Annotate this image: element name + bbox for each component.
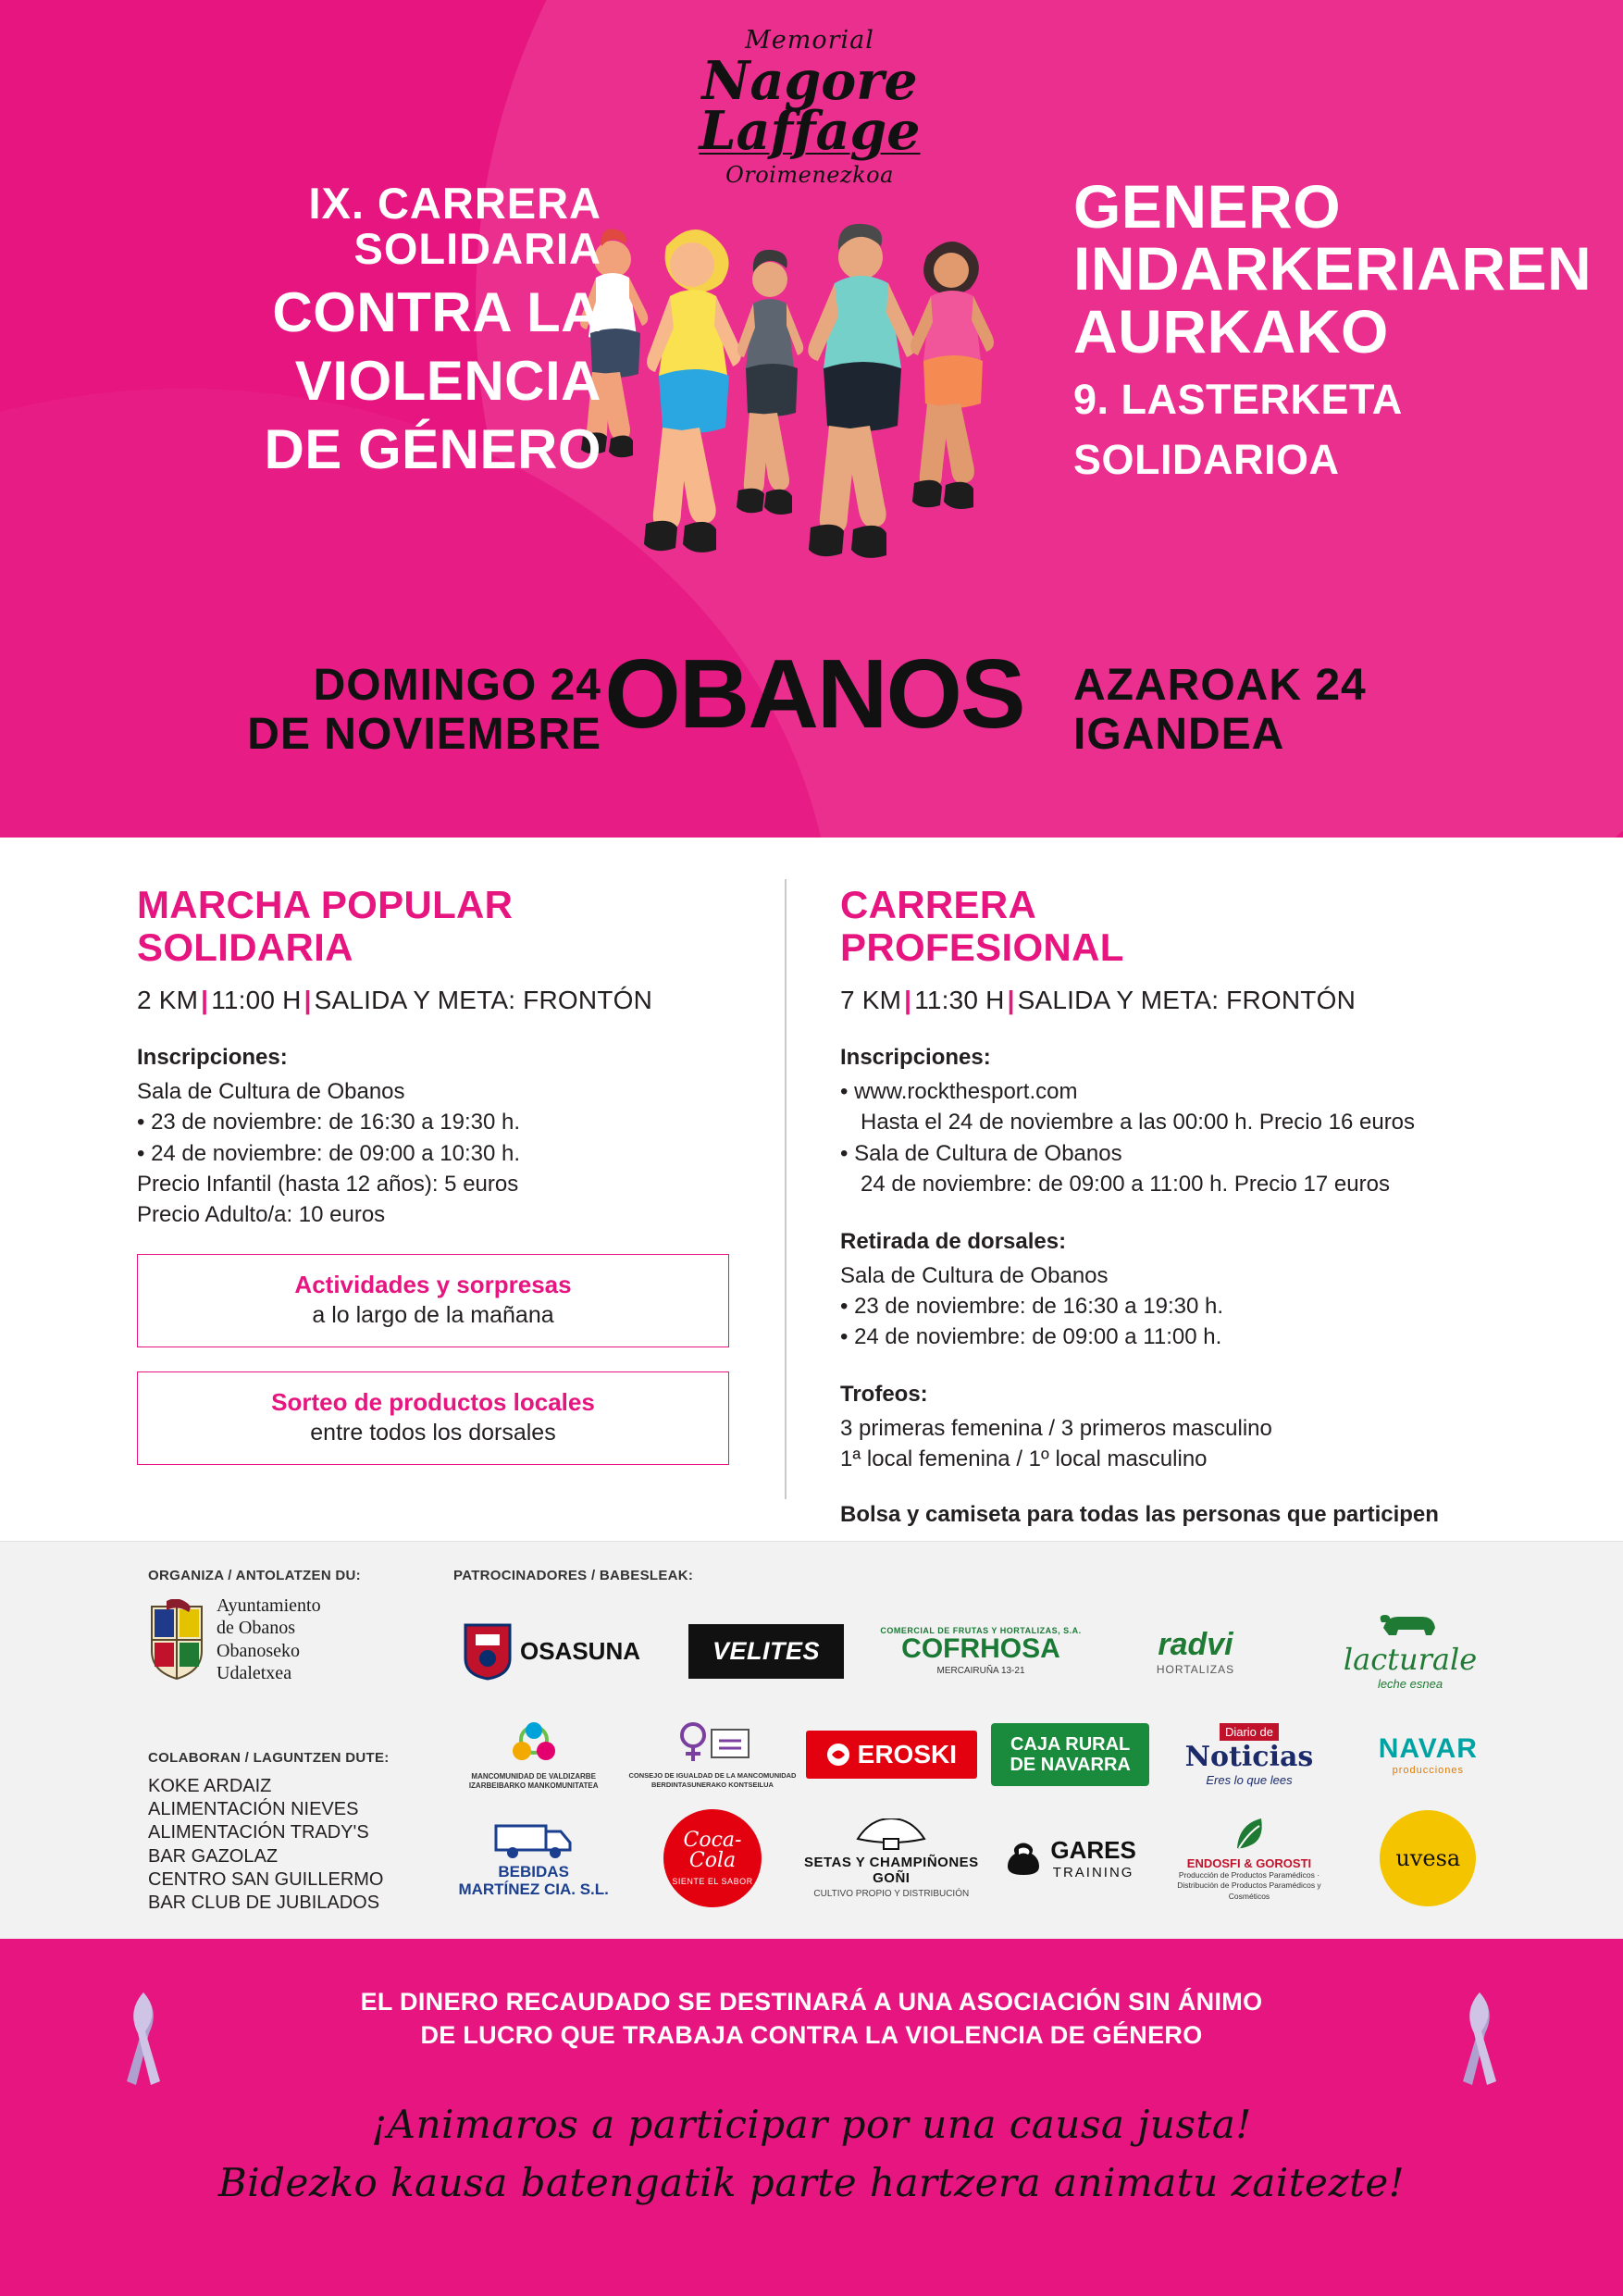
memorial-line-3: Laffage [699,100,921,163]
endosfi-label: ENDOSFI & GOROSTI [1186,1856,1312,1871]
footer-message-line-1: EL DINERO RECAUDADO SE DESTINARÁ A UNA ASOCIACIÓN SIN ÁNIMO [360,1988,1263,2016]
awareness-ribbon-icon-left [111,1987,176,2089]
marcha-summary [137,986,738,1015]
marcha-inscripciones [137,1045,738,1230]
marcha-inscripciones-line-3: Precio Infantil (hasta 12 años): 5 euros [137,1171,519,1197]
ayuntamiento-logo [148,1595,426,1685]
date-es-line-2: DE NOVIEMBRE [247,709,601,759]
setas-sub: CULTIVO PROPIO Y DISTRIBUCIÓN [813,1888,970,1899]
ayto-line-2: Obanoseko [217,1640,300,1661]
cow-icon [1378,1611,1443,1637]
carrera-inscripciones-line-2: • Sala de Cultura de Obanos [840,1140,1122,1166]
colaboran-label: COLABORAN / LAGUNTZEN DUTE: [148,1750,390,1766]
sponsor-logo-grid [444,1599,1518,1910]
cocacola-sub: SIENTE EL SABOR [672,1877,753,1886]
carrera-inscripciones-line-1: Hasta el 24 de noviembre a las 00:00 h. Precio 16 euros [861,1110,1416,1136]
title-es-line-5: DE GÉNERO [264,417,601,480]
kettlebell-icon [1004,1842,1043,1875]
carrera-trofeos-line-1: 1ª local femenina / 1º local masculino [840,1446,1208,1472]
patrocinadores-label: PATROCINADORES / BABESLEAK: [453,1568,694,1583]
mushroom-icon [852,1818,930,1850]
colaborador-5: BAR CLUB DE JUBILADOS [148,1892,380,1913]
organiza-label: ORGANIZA / ANTOLATZEN DU: [148,1568,361,1583]
organiza-block [148,1568,426,1685]
obanos-coat-of-arms-icon [148,1599,205,1681]
carrera-start: SALIDA Y META: FRONTÓN [1017,986,1357,1015]
logo-gares-training [981,1808,1159,1908]
leaf-icon [1233,1815,1265,1852]
carrera-dorsales-line-0: Sala de Cultura de Obanos [840,1262,1109,1288]
title-es-line-3: CONTRA LA [272,280,601,343]
marcha-title-line-1: MARCHA POPULAR [137,883,514,926]
date-eu-line-1: AZAROAK 24 [1073,661,1367,710]
carrera-profesional-section [840,884,1488,1528]
date-basque [1073,662,1573,760]
gares-sub: TRAINING [1052,1865,1134,1880]
carrera-dorsales [840,1229,1488,1352]
endosfi-sub: Producción de Productos Paramédicos · Distribución de Productos Paramédicos y Cosméticos [1177,1870,1321,1901]
marcha-title [137,884,738,969]
eroski-mark-icon [826,1743,850,1767]
actividades-subtitle: a lo largo de la mañana [312,1302,554,1329]
carrera-dorsales-line-1: • 23 de noviembre: de 16:30 a 19:30 h. [840,1293,1224,1319]
poster-header [0,0,1623,838]
cocacola-label: Coca-Cola [683,1829,742,1872]
logo-valdizarbe [444,1705,623,1805]
title-eu-line-2: INDARKERIAREN [1073,234,1592,304]
consejo-line-1: CONSEJO DE IGUALDAD DE LA MANCOMUNIDAD [628,1771,797,1781]
navar-sub: producciones [1392,1765,1465,1776]
logo-setas-goni [802,1808,981,1908]
runners-illustration [555,213,1073,648]
cofrhosa-top: COMERCIAL DE FRUTAS Y HORTALIZAS, S.A. [880,1626,1082,1635]
sponsors-section [0,1541,1623,1939]
main-info [0,838,1623,1541]
radvi-label: radvi [1158,1626,1233,1662]
carrera-inscripciones [840,1045,1488,1198]
actividades-box [137,1254,729,1347]
colaborador-1: ALIMENTACIÓN NIEVES [148,1799,359,1820]
patrocinadores-block [453,1568,824,1583]
carrera-title [840,884,1488,969]
logo-coca-cola [623,1808,801,1908]
delivery-truck-icon [492,1818,576,1859]
marcha-start: SALIDA Y META: FRONTÓN [314,986,653,1015]
footer-cta-spanish: ¡Animaros a participar por una causa justa! [371,2101,1252,2147]
carrera-inscripciones-label: Inscripciones: [840,1045,991,1071]
colaborador-2: ALIMENTACIÓN TRADY'S [148,1822,369,1843]
valdizarbe-icon [502,1719,566,1768]
colaborador-0: KOKE ARDAIZ [148,1776,272,1796]
column-divider [785,879,787,1499]
carrera-distance: 7 KM [840,986,902,1015]
memorial-line-4: Oroimenezkoa [725,162,894,189]
carrera-inscripciones-line-0: • www.rockthesport.com [840,1079,1078,1105]
equality-icon [671,1720,754,1767]
marcha-inscripciones-label: Inscripciones: [137,1045,288,1071]
sep-4: | [1007,986,1015,1015]
logo-endosfi-gorosti [1159,1808,1338,1908]
logo-lacturale [1303,1601,1518,1701]
sponsor-row-3 [444,1806,1518,1910]
carrera-trofeos-line-0: 3 primeras femenina / 3 primeros masculino [840,1416,1272,1442]
logo-diario-noticias [1159,1705,1338,1805]
osasuna-crest-icon [463,1621,513,1681]
marcha-distance: 2 KM [137,986,199,1015]
memorial-logo [680,26,939,188]
colaboran-list [148,1775,426,1915]
date-eu-line-2: IGANDEA [1073,709,1285,759]
setas-label: SETAS Y CHAMPIÑONES GOÑI [803,1854,979,1886]
gares-label: GARES [1050,1836,1136,1864]
marcha-popular-section [137,884,738,1465]
carrera-summary [840,986,1488,1015]
marcha-inscripciones-line-0: Sala de Cultura de Obanos [137,1079,405,1105]
carrera-title-line-1: CARRERA [840,883,1037,926]
bebidas-line-1: BEBIDAS [498,1862,569,1880]
lacturale-sub: leche esnea [1377,1677,1443,1691]
cajarural-line-2: DE NAVARRA [1010,1755,1131,1775]
noticias-label: Noticias [1184,1740,1314,1773]
sep-3: | [904,986,912,1015]
logo-uvesa [1339,1808,1518,1908]
sorteo-title: Sorteo de productos locales [271,1388,595,1417]
radvi-sub: HORTALIZAS [1156,1662,1235,1676]
logo-eroski [802,1705,981,1805]
carrera-title-line-2: PROFESIONAL [840,925,1124,970]
logo-radvi [1088,1601,1303,1701]
logo-velites [659,1601,873,1701]
memorial-line-1: Memorial [745,26,874,55]
title-eu-line-5: SOLIDARIOA [1073,435,1340,483]
lacturale-label: lacturale [1343,1642,1478,1677]
colaborador-4: CENTRO SAN GUILLERMO [148,1868,384,1890]
place-name: OBANOS [604,639,1024,749]
ayuntamiento-text [217,1595,321,1685]
uvesa-label: uvesa [1380,1810,1476,1906]
valdizarbe-line-1: MANCOMUNIDAD DE VALDIZARBE [471,1771,596,1781]
osasuna-label: OSASUNA [519,1636,640,1665]
noticias-top: Diario de [1220,1723,1279,1741]
title-es-line-2: SOLIDARIA [353,224,601,274]
date-es-line-1: DOMINGO 24 [313,661,601,710]
carrera-dorsales-label: Retirada de dorsales: [840,1228,1067,1254]
sponsor-row-1 [444,1599,1518,1703]
logo-cofrhosa [873,1601,1088,1701]
sep-1: | [201,986,209,1015]
title-es-line-4: VIOLENCIA [294,349,601,412]
ayto-line-0: Ayuntamiento [217,1595,321,1616]
logo-osasuna [444,1601,659,1701]
footer-message-line-2: DE LUCRO QUE TRABAJA CONTRA LA VIOLENCIA DE GÉNERO [420,2021,1203,2050]
consejo-line-2: BERDINTASUNERAKO KONTSEILUA [651,1780,774,1789]
title-spanish [102,180,601,478]
noticias-sub: Eres lo que lees [1206,1772,1293,1787]
sep-2: | [304,986,312,1015]
colaboran-block [148,1750,426,1915]
valdizarbe-line-2: IZARBEIBARKO MANKOMUNITATEA [468,1781,599,1790]
carrera-inscripciones-line-3: 24 de noviembre: de 09:00 a 11:00 h. Precio 17 euros [861,1171,1390,1197]
footer-cta-basque: Bidezko kausa batengatik parte hartzera animatu zaitezte! [217,2159,1406,2205]
sorteo-box [137,1371,729,1465]
sorteo-subtitle: entre todos los dorsales [310,1420,556,1446]
actividades-title: Actividades y sorpresas [294,1270,572,1298]
marcha-inscripciones-line-2: • 24 de noviembre: de 09:00 a 10:30 h. [137,1140,521,1166]
colaborador-3: BAR GAZOLAZ [148,1845,279,1867]
carrera-trofeos-label: Trofeos: [840,1382,928,1408]
logo-bebidas-martinez [444,1808,623,1908]
sponsor-row-2 [444,1703,1518,1806]
cajarural-line-1: CAJA RURAL [1010,1734,1131,1755]
marcha-inscripciones-line-4: Precio Adulto/a: 10 euros [137,1201,386,1227]
navar-label: NAVAR [1378,1733,1478,1764]
ayto-line-1: de Obanos [217,1618,295,1639]
memorial-line-2: Nagore [701,50,918,112]
carrera-trofeos [840,1382,1488,1474]
marcha-title-line-2: SOLIDARIA [137,925,353,970]
footer-message [0,1939,1623,2053]
carrera-bolsa-note: Bolsa y camiseta para todas las personas que participen [840,1502,1439,1528]
title-eu-line-3: AURKAKO [1073,296,1389,366]
marcha-inscripciones-line-1: • 23 de noviembre: de 16:30 a 19:30 h. [137,1110,521,1136]
logo-consejo-igualdad [623,1705,801,1805]
marcha-time: 11:00 H [211,986,302,1015]
logo-navar [1339,1705,1518,1805]
cofrhosa-label: COFRHOSA [901,1633,1060,1664]
carrera-dorsales-line-2: • 24 de noviembre: de 09:00 a 11:00 h. [840,1324,1222,1350]
cofrhosa-sub: MERCAIRUÑA 13-21 [936,1666,1025,1676]
title-es-line-1: IX. CARRERA [308,179,601,228]
carrera-time: 11:30 H [914,986,1005,1015]
date-spanish [102,662,601,760]
title-eu-line-4: 9. LASTERKETA [1073,375,1403,423]
footer-call-to-action [0,2095,1623,2212]
ayto-line-3: Udaletxea [217,1663,292,1684]
awareness-ribbon-icon-right [1447,1987,1512,2089]
poster-footer [0,1939,1623,2296]
velites-label: VELITES [688,1624,844,1679]
title-eu-line-1: GENERO [1073,172,1342,241]
logo-caja-rural [981,1705,1159,1805]
bebidas-line-2: MARTÍNEZ CIA. S.L. [458,1880,609,1898]
eroski-label: EROSKI [857,1740,957,1769]
title-basque [1073,172,1592,483]
